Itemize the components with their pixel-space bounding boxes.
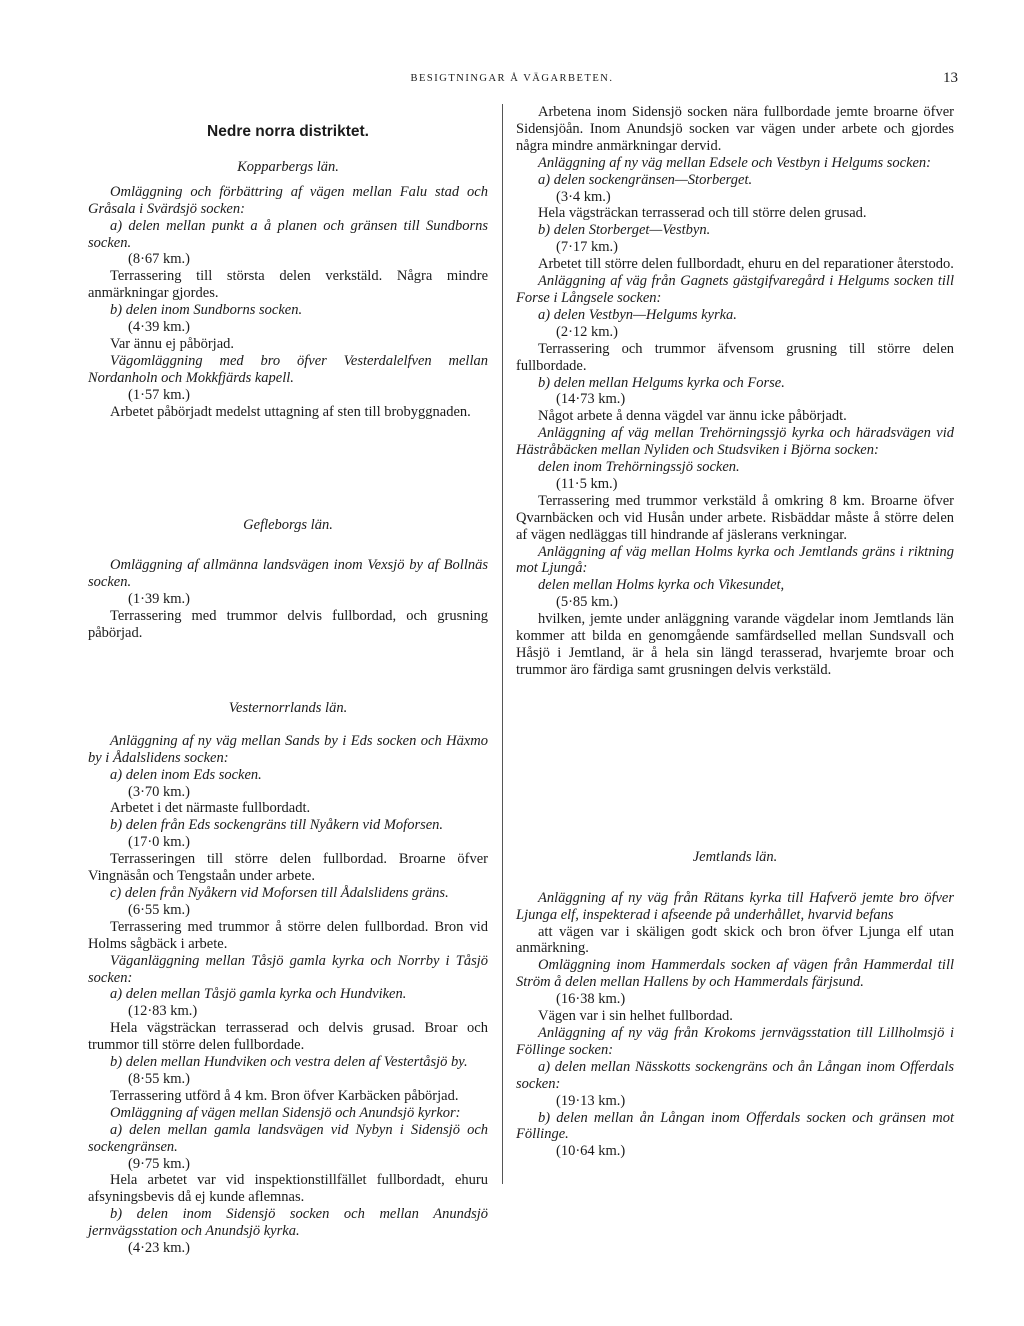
- distance-note: (7·17 km.): [556, 239, 619, 256]
- paragraph: att vägen var i skäligen godt skick och bron öfver Ljunga elf utan anmärkning.: [516, 923, 954, 957]
- county-heading: Gefleborgs län.: [243, 516, 333, 533]
- paragraph: Anläggning af ny väg från Rätans kyrka till Hafverö jemte bro öfver Ljunga elf, inspekterad i afseende på underhållet, hvarvid befans: [516, 889, 954, 923]
- paragraph: Anläggning af väg mellan Holms kyrka och Jemtlands gräns i riktning mot Ljungå:: [516, 543, 954, 577]
- paragraph: Arbetet till större delen fullbordadt, ehuru en del reparationer återstodo.: [538, 256, 954, 273]
- county-heading: Kopparbergs län.: [237, 158, 339, 175]
- distance-note: (3·70 km.): [128, 783, 191, 800]
- paragraph: Var ännu ej påbörjad.: [110, 335, 235, 352]
- column-divider: [502, 104, 503, 1184]
- distance-note: (8·55 km.): [128, 1070, 191, 1087]
- paragraph: b) delen mellan Helgums kyrka och Forse.: [538, 374, 785, 391]
- district-heading: Nedre norra distriktet.: [207, 123, 369, 140]
- paragraph: a) delen inom Eds socken.: [110, 766, 262, 783]
- distance-note: (2·12 km.): [556, 323, 619, 340]
- paragraph: b) delen mellan ån Långan inom Offerdals socken och gränsen mot Föllinge.: [516, 1109, 954, 1143]
- distance-note: (1·57 km.): [128, 386, 191, 403]
- distance-note: (11·5 km.): [556, 475, 618, 492]
- paragraph: Terrassering med trummor å större delen fullbordad. Bron vid Holms sågbäck i arbete.: [88, 918, 488, 952]
- distance-note: (9·75 km.): [128, 1155, 191, 1172]
- paragraph: Arbetet i det närmaste fullbordadt.: [110, 800, 311, 817]
- paragraph: Omläggning och förbättring af vägen mellan Falu stad och Gråsala i Svärdsjö socken:: [88, 183, 488, 217]
- left-column: [88, 104, 488, 1257]
- distance-note: (4·39 km.): [128, 319, 191, 336]
- paragraph: Vägen var i sin helhet fullbordad.: [538, 1008, 733, 1025]
- county-heading: Vesternorrlands län.: [228, 699, 348, 716]
- page-number: 13: [943, 70, 958, 86]
- paragraph: Vägomläggning med bro öfver Vesterdalelfven mellan Nordanholn och Mokkfjärds kapell.: [88, 352, 488, 386]
- distance-note: (14·73 km.): [556, 391, 626, 408]
- paragraph: Omläggning af vägen mellan Sidensjö och Anundsjö kyrkor:: [110, 1104, 461, 1121]
- paragraph: delen mellan Holms kyrka och Vikesundet,: [538, 577, 785, 594]
- paragraph: delen inom Trehörningssjö socken.: [538, 459, 740, 476]
- paragraph: a) delen mellan punkt a å planen och gränsen till Sundborns socken.: [88, 217, 488, 251]
- page-header: [0, 70, 1024, 92]
- paragraph: Något arbete å denna vägdel var ännu icke påbörjadt.: [538, 408, 847, 425]
- distance-note: (16·38 km.): [556, 991, 626, 1008]
- paragraph: Anläggning af väg från Gagnets gästgifvaregård i Helgums socken till Forse i Långsele socken:: [516, 273, 954, 306]
- paragraph: a) delen mellan Nässkotts sockengräns och ån Långan inom Offerdals socken:: [516, 1058, 954, 1092]
- paragraph: b) delen inom Sundborns socken.: [110, 302, 303, 319]
- paragraph: b) delen mellan Hundviken och vestra delen af Vestertåsjö by.: [110, 1054, 468, 1071]
- paragraph: b) delen inom Sidensjö socken och mellan Anundsjö jernvägsstation och Anundsjö kyrka.: [88, 1206, 488, 1240]
- paragraph: Terrassering med trummor delvis fullbordad, och grusning påbörjad.: [88, 608, 488, 642]
- paragraph: Terrasseringen till större delen fullbordad. Broarne öfver Vingnäsån och Tengstaån under arbete.: [88, 851, 488, 885]
- paragraph: a) delen sockengränsen—Storberget.: [538, 171, 753, 188]
- paragraph: Hela vägsträckan terrasserad och delvis grusad. Broar och trummor till större delen fullbordade.: [88, 1020, 488, 1054]
- paragraph: Terrassering med trummor verkstäld å omkring 8 km. Broarne öfver Qvarnbäcken och vid Husån under arbete. Risbäddar måste å större delen af vägen nedläggas till hindrande af jäslerans verkningar.: [516, 492, 954, 543]
- paragraph: Anläggning af ny väg mellan Edsele och Vestbyn i Helgums socken:: [538, 154, 932, 171]
- distance-note: (19·13 km.): [556, 1092, 626, 1109]
- paragraph: Omläggning af allmänna landsvägen inom Vexsjö by af Bollnäs socken.: [88, 557, 488, 591]
- distance-note: (10·64 km.): [556, 1143, 626, 1160]
- distance-note: (12·83 km.): [128, 1003, 198, 1020]
- paragraph: Hela vägsträckan terrasserad och till större delen grusad.: [538, 205, 867, 222]
- paragraph: b) delen från Eds sockengräns till Nyåkern vid Moforsen.: [110, 817, 444, 834]
- paragraph: Terrassering och trummor äfvensom grusning till större delen fullbordade.: [516, 340, 954, 374]
- distance-note: (1·39 km.): [128, 591, 191, 608]
- paragraph: b) delen Storberget—Vestbyn.: [538, 222, 711, 239]
- county-heading: Jemtlands län.: [692, 848, 778, 865]
- distance-note: (6·55 km.): [128, 901, 191, 918]
- distance-note: (4·23 km.): [128, 1240, 191, 1257]
- paragraph: c) delen från Nyåkern vid Moforsen till Ådalslidens gräns.: [110, 885, 449, 901]
- distance-note: (17·0 km.): [128, 834, 191, 851]
- paragraph: a) delen Vestbyn—Helgums kyrka.: [538, 306, 737, 323]
- paragraph: Terrassering till största delen verkstäld. Några mindre anmärkningar gjordes.: [88, 268, 488, 302]
- paragraph: Omläggning inom Hammerdals socken af vägen från Hammerdal till Ström å delen mellan Hallens by och Hammerdals färjsund.: [516, 957, 954, 991]
- distance-note: (8·67 km.): [128, 251, 191, 268]
- distance-note: (5·85 km.): [556, 594, 619, 611]
- paragraph: Arbetena inom Sidensjö socken nära fullbordade jemte broarne öfver Sidensjöån. Inom Anundsjö socken var vägen under arbete och gjordes några mindre anmärkningar dervid.: [516, 104, 954, 154]
- running-head: BESIGTNINGAR Å VÄGARBETEN.: [410, 73, 614, 84]
- paragraph: Väganläggning mellan Tåsjö gamla kyrka och Norrby i Tåsjö socken:: [88, 952, 488, 986]
- paragraph: Arbetet påbörjadt medelst uttagning af sten till brobyggnaden.: [110, 403, 471, 420]
- paragraph: Terrassering utförd å 4 km. Bron öfver Karbäcken påbörjad.: [110, 1087, 459, 1104]
- right-column: [516, 104, 954, 1160]
- distance-note: (3·4 km.): [556, 188, 611, 205]
- paragraph: hvilken, jemte under anläggning varande vägdelar inom Jemtlands län kommer att bilda en genomgående samfärdselled mellan Sundsvall och Håsjö i Jemtland, är å hela sin längd terasserad, hvarjemte broar och trummor äro färdiga samt grusningen delvis verkstäld.: [516, 611, 954, 678]
- paragraph: a) delen mellan gamla landsvägen vid Nybyn i Sidensjö och sockengränsen.: [88, 1121, 488, 1155]
- paragraph: Hela arbetet var vid inspektionstillfället fullbordadt, ehuru afsyningsbevis då ej kunde aflemnas.: [88, 1172, 488, 1206]
- paragraph: Anläggning af ny väg från Krokoms jernvägsstation till Lillholmsjö i Föllinge socken:: [516, 1024, 954, 1058]
- paragraph: Anläggning af väg mellan Trehörningssjö kyrka och häradsvägen vid Hästråbäcken mellan Nyliden och Studsviken i Björna socken:: [516, 425, 954, 459]
- paragraph: Anläggning af ny väg mellan Sands by i Eds socken och Häxmo by i Ådalslidens socken:: [88, 732, 488, 766]
- paragraph: a) delen mellan Tåsjö gamla kyrka och Hundviken.: [110, 986, 407, 1003]
